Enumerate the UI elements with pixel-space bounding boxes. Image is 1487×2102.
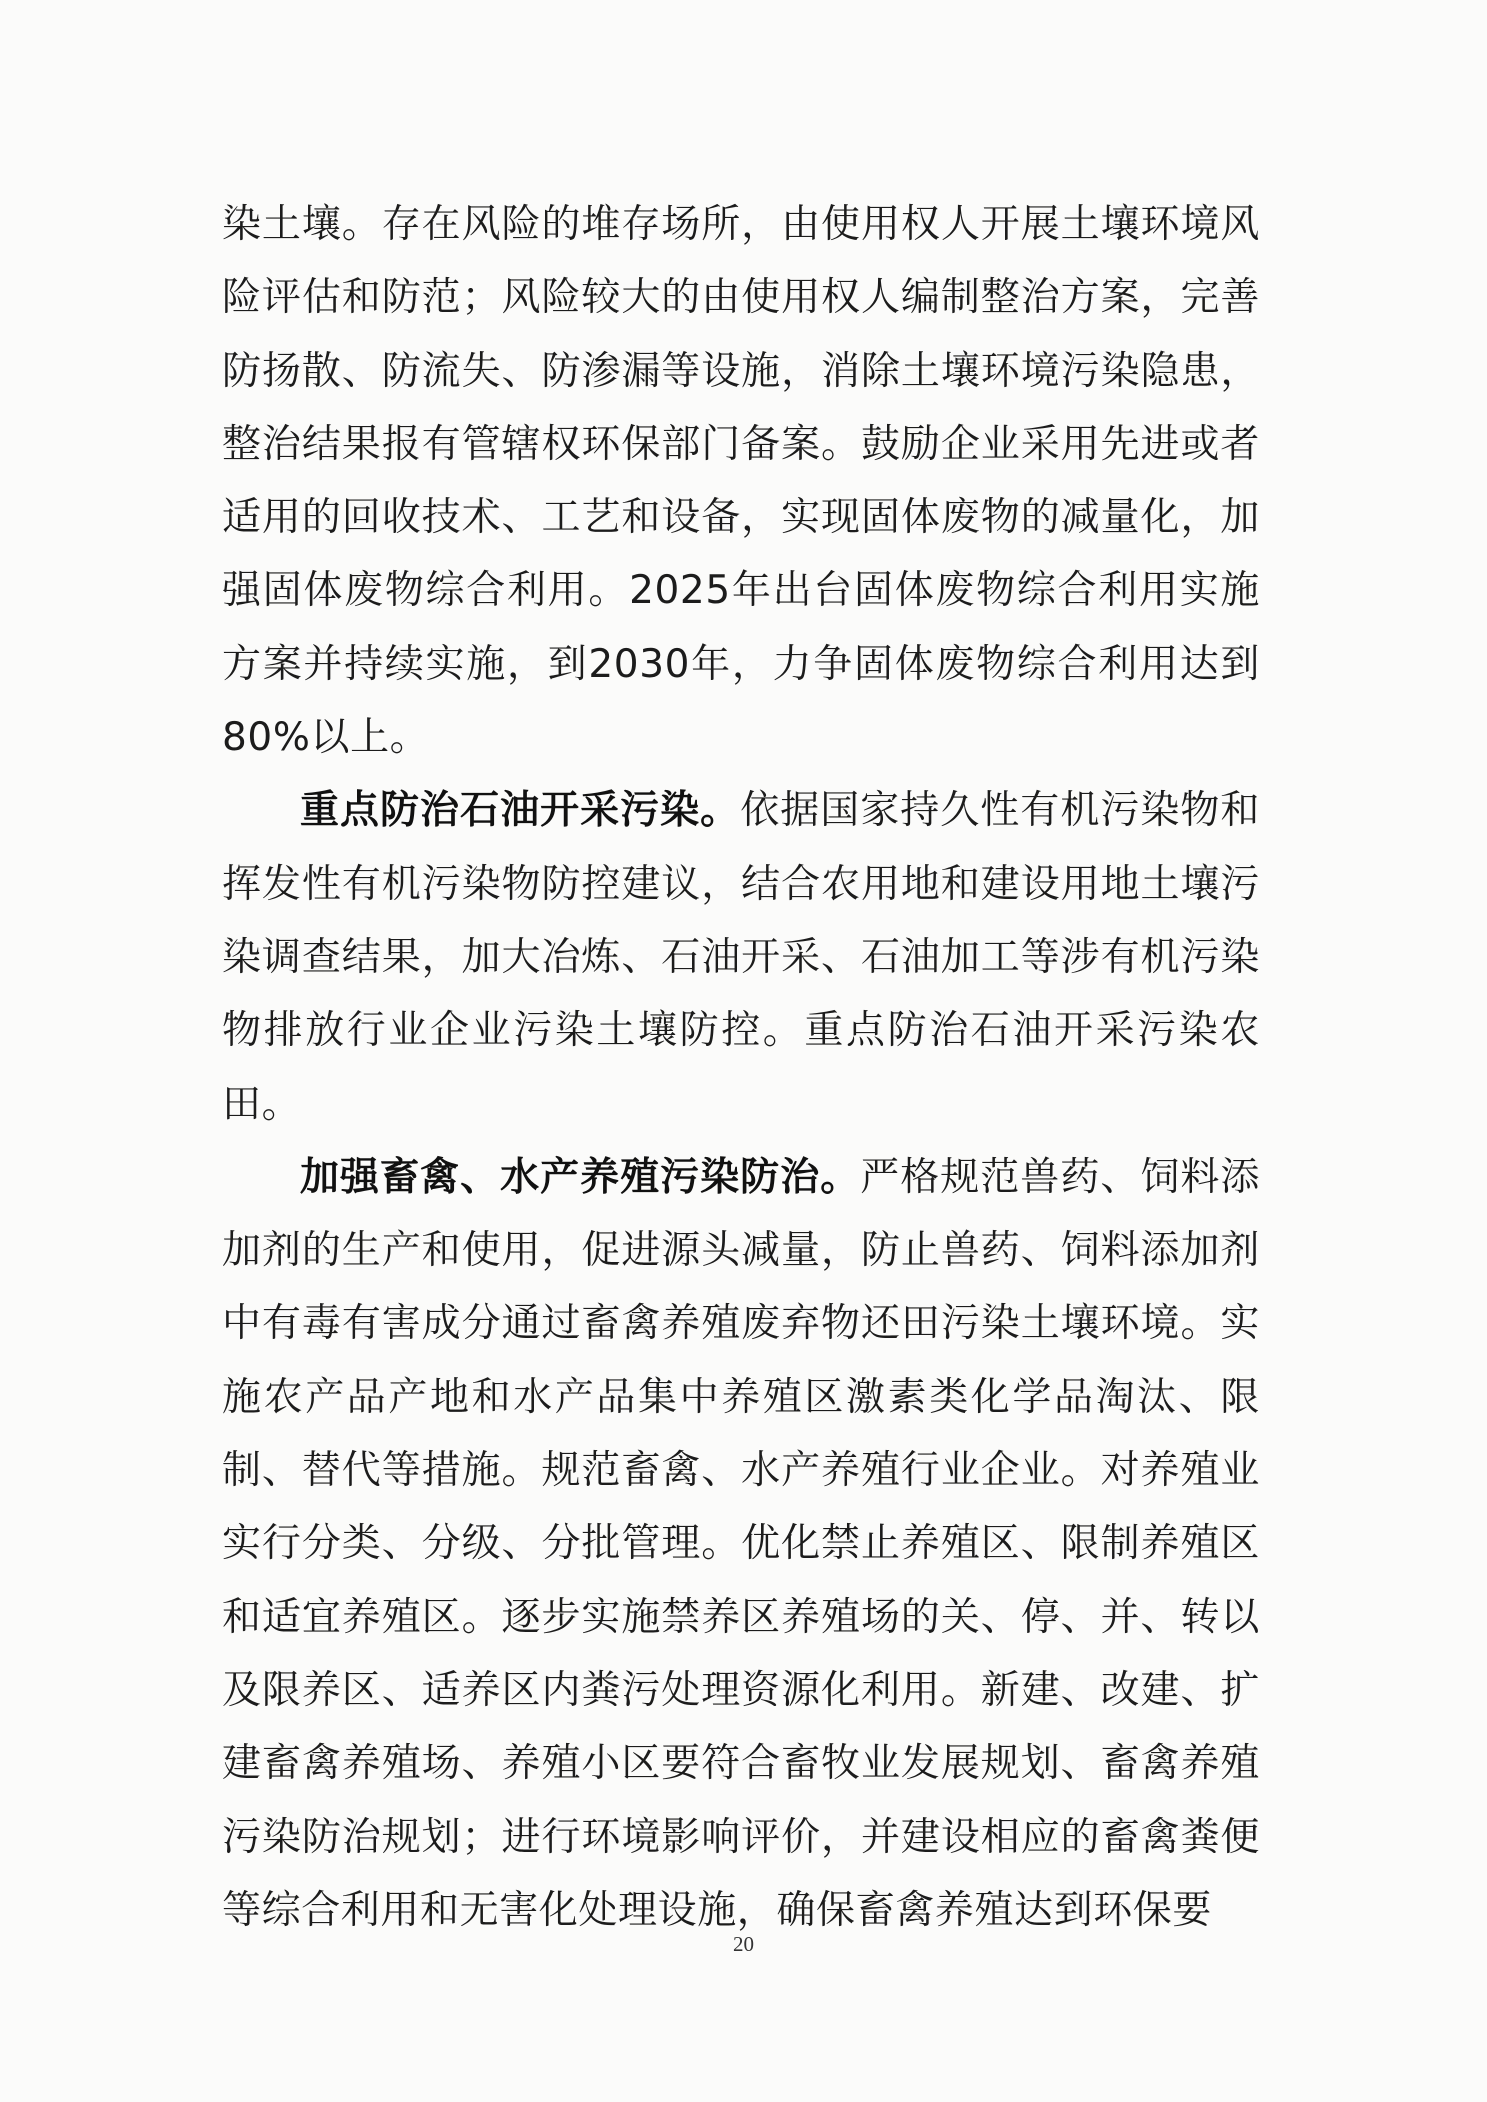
paragraph-petroleum-pollution (222, 774, 1260, 1140)
paragraph-text: 严格规范兽药、饲料添加剂的生产和使用，促进源头减量，防止兽药、饲料添加剂中有毒有害成分通过畜禽养殖废弃物还田污染土壤环境。实施农产品产地和水产品集中养殖区激素类化学品淘汰、限制、替代等措施。规范畜禽、水产养殖行业企业。对养殖业实行分类、分级、分批管理。优化禁止养殖区、限制养殖区和适宜养殖区。逐步实施禁养区养殖场的关、停、并、转以及限养区、适养区内粪污处理资源化利用。新建、改建、扩建畜禽养殖场、养殖小区要符合畜牧业发展规划、畜禽养殖污染防治规划；进行环境影响评价，并建设相应的畜禽粪便等综合利用和无害化处理设施，确保畜禽养殖达到环保要 (222, 1154, 1260, 1933)
paragraph-continued (222, 188, 1260, 774)
page-number: 20 (733, 1932, 754, 1956)
body-text (222, 188, 1260, 1947)
paragraph-heading: 重点防治石油开采污染。 (300, 788, 741, 834)
paragraph-livestock-aquaculture (222, 1141, 1260, 1947)
paragraph-text: 依据国家持久性有机污染物和挥发性有机污染物防控建议，结合农用地和建设用地土壤污染调查结果，加大冶炼、石油开采、石油加工等涉有机污染物排放行业企业污染土壤防控。重点防治石油开采污染农田。 (222, 788, 1260, 1127)
paragraph-heading: 加强畜禽、水产养殖污染防治。 (300, 1154, 861, 1200)
paragraph-text: 染土壤。存在风险的堆存场所，由使用权人开展土壤环境风险评估和防范；风险较大的由使用权人编制整治方案，完善防扬散、防流失、防渗漏等设施，消除土壤环境污染隐患，整治结果报有管辖权环保部门备案。鼓励企业采用先进或者适用的回收技术、工艺和设备，实现固体废物的减量化，加强固体废物综合利用。2025年出台固体废物综合利用实施方案并持续实施，到2030年，力争固体废物综合利用达到80%以上。 (222, 202, 1260, 761)
